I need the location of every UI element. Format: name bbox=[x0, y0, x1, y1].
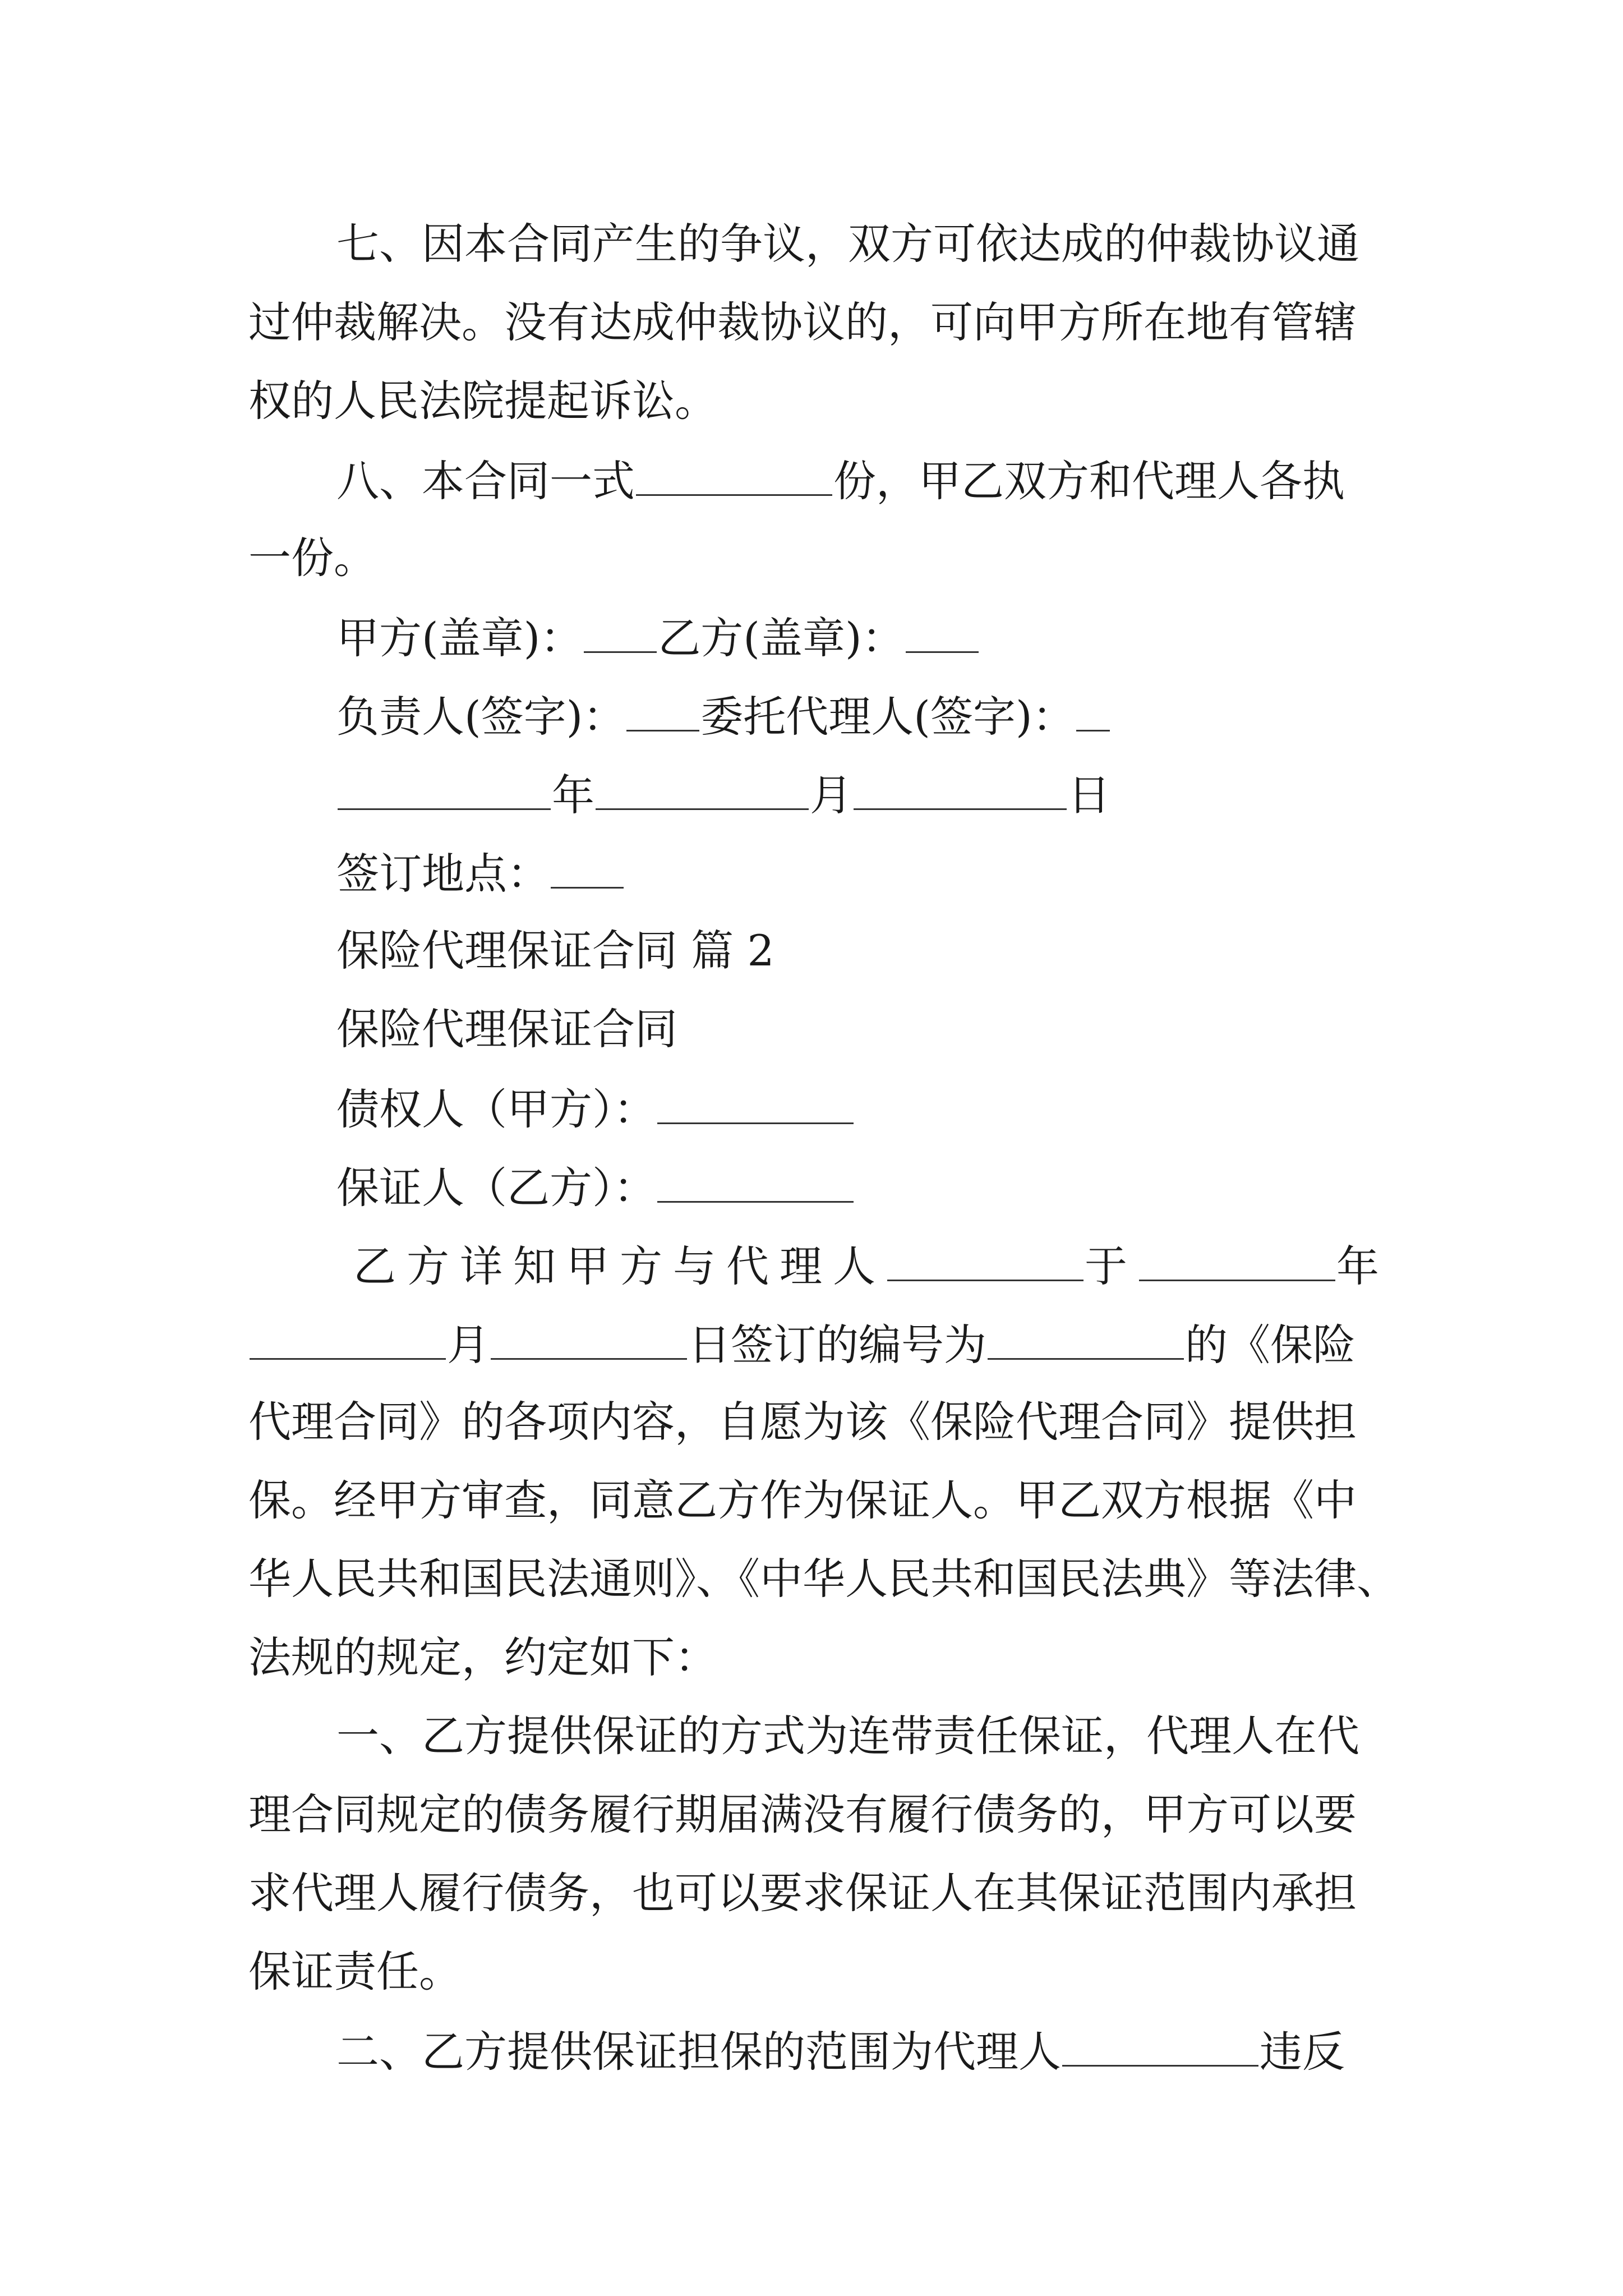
clause-1-line-3: 求代理人履行债务，也可以要求保证人在其保证范围内承担 bbox=[248, 1868, 1357, 1918]
agent-name-blank bbox=[887, 1237, 1083, 1281]
clause-7-line-1: 七、因本合同产生的争议，双方可依达成的仲裁协议通 bbox=[336, 219, 1359, 269]
year-blank bbox=[338, 766, 551, 810]
creditor-line bbox=[336, 1080, 855, 1138]
contract-number-blank bbox=[988, 1315, 1184, 1360]
sign-month-blank bbox=[250, 1315, 446, 1360]
copies-blank bbox=[636, 452, 832, 496]
party-b-seal-label: 乙方(盖章)： bbox=[658, 613, 905, 663]
preamble-text-a: 乙方详知甲方与代理人 bbox=[353, 1241, 886, 1291]
clause-7-line-3: 权的人民法院提起诉讼。 bbox=[248, 376, 717, 426]
agent-sign-blank bbox=[1076, 687, 1110, 731]
sign-year-blank bbox=[1139, 1237, 1335, 1281]
preamble-line-1 bbox=[353, 1237, 1390, 1295]
clause-1-line-2: 理合同规定的债务履行期届满没有履行债务的，甲方可以要 bbox=[248, 1789, 1357, 1839]
signing-place-label: 签订地点： bbox=[336, 849, 550, 899]
clause-7-line-2: 过仲裁解决。没有达成仲裁协议的，可向甲方所在地有管辖 bbox=[248, 297, 1357, 347]
clause-8-text-a: 八、本合同一式 bbox=[336, 456, 635, 506]
guarantor-label: 保证人（乙方）： bbox=[336, 1163, 656, 1213]
clause-8-text-b: 份，甲乙双方和代理人各执 bbox=[833, 456, 1345, 506]
creditor-label: 债权人（甲方）： bbox=[336, 1084, 656, 1134]
guarantor-line bbox=[336, 1158, 855, 1216]
section-heading: 保险代理保证合同 篇 2 bbox=[336, 926, 774, 976]
agent-sign-label: 委托代理人(签字)： bbox=[700, 692, 1075, 742]
preamble-text-f: 的《保险 bbox=[1185, 1320, 1355, 1370]
party-a-seal-blank bbox=[584, 609, 657, 653]
day-blank bbox=[854, 766, 1067, 810]
day-label: 日 bbox=[1068, 770, 1110, 820]
clause-2-text-a: 二、乙方提供保证担保的范围为代理人 bbox=[336, 2027, 1061, 2077]
clause-8-line-2: 一份。 bbox=[248, 533, 376, 583]
preamble-text-b: 于 bbox=[1085, 1241, 1138, 1291]
preamble-text-c: 年 bbox=[1336, 1241, 1390, 1291]
preamble-line-5: 华人民共和国民法通则》、《中华人民共和国民法典》等法律、 bbox=[248, 1554, 1399, 1604]
clause-8-line-1 bbox=[336, 452, 1345, 509]
principal-sign-blank bbox=[626, 687, 699, 731]
preamble-text-d: 月 bbox=[447, 1320, 490, 1370]
signing-place-line bbox=[336, 844, 625, 902]
sign-day-blank bbox=[491, 1315, 687, 1360]
preamble-line-4: 保。经甲方审查，同意乙方作为保证人。甲乙双方根据《中 bbox=[248, 1475, 1357, 1525]
preamble-line-6: 法规的规定，约定如下： bbox=[248, 1632, 717, 1682]
creditor-blank bbox=[657, 1080, 854, 1124]
contract-title: 保险代理保证合同 bbox=[336, 1004, 677, 1054]
month-label: 月 bbox=[810, 770, 852, 820]
clause-2-text-b: 违反 bbox=[1260, 2027, 1345, 2077]
month-blank bbox=[596, 766, 809, 810]
signature-line bbox=[336, 687, 1111, 745]
clause-1-line-1: 一、乙方提供保证的方式为连带责任保证，代理人在代 bbox=[336, 1711, 1359, 1761]
clause-2-line-1 bbox=[336, 2022, 1345, 2080]
preamble-text-e: 日签订的编号为 bbox=[688, 1320, 986, 1370]
party-a-seal-label: 甲方(盖章)： bbox=[336, 613, 583, 663]
clause-1-line-4: 保证责任。 bbox=[248, 1947, 462, 1996]
preamble-line-3: 代理合同》的各项内容，自愿为该《保险代理合同》提供担 bbox=[248, 1397, 1357, 1447]
seal-line bbox=[336, 609, 980, 666]
signing-place-blank bbox=[551, 844, 624, 889]
principal-sign-label: 负责人(签字)： bbox=[336, 692, 626, 742]
year-label: 年 bbox=[552, 770, 594, 820]
guarantor-blank bbox=[657, 1158, 854, 1203]
party-b-seal-blank bbox=[906, 609, 979, 653]
date-line bbox=[336, 766, 1110, 823]
preamble-line-2 bbox=[248, 1315, 1355, 1373]
clause-2-agent-blank bbox=[1062, 2022, 1258, 2067]
